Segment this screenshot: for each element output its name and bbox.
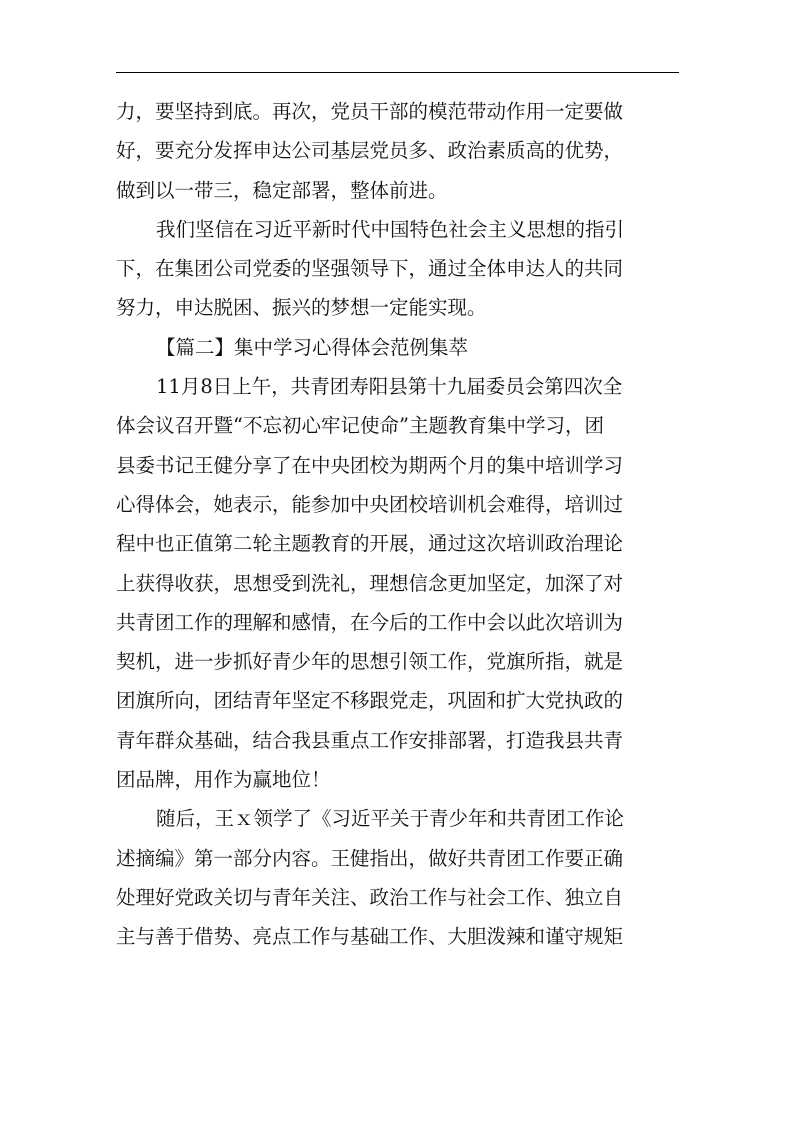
paragraph-start-line: 11月8日上午，共青团寿阳县第十九届委员会第四次全 (156, 375, 623, 399)
text-line: 心得体会，她表示，能参加中央团校培训机会难得，培训过 (116, 492, 624, 516)
text-line: 共青团工作的理解和感情，在今后的工作中会以此次培训为 (116, 610, 624, 634)
text-line: 好，要充分发挥申达公司基层党员多、政治素质高的优势， (116, 139, 624, 163)
paragraph-start-line: 我们坚信在习近平新时代中国特色社会主义思想的指引 (156, 217, 625, 241)
text-line: 团品牌，用作为赢地位！ (116, 768, 331, 792)
text-line: 力，要坚持到底。再次，党员干部的模范带动作用一定要做 (116, 100, 624, 123)
document-body (116, 92, 681, 957)
text-line: 县委书记王健分享了在中央团校为期两个月的集中培训学习 (116, 453, 624, 477)
paragraph-start-line: 随后，王ｘ领学了《习近平关于青少年和共青团工作论 (156, 807, 625, 831)
text-line: 处理好党政关切与青年关注、政治工作与社会工作、独立自 (116, 885, 624, 909)
text-line: 做到以一带三，稳定部署，整体前进。 (116, 178, 448, 202)
text-line: 契机，进一步抓好青少年的思想引领工作，党旗所指，就是 (116, 650, 624, 674)
text-line: 青年群众基础，结合我县重点工作安排部署，打造我县共青 (116, 728, 624, 752)
text-line: 下，在集团公司党委的坚强领导下，通过全体申达人的共同 (116, 257, 624, 281)
text-line: 程中也正值第二轮主题教育的开展，通过这次培训政治理论 (116, 532, 624, 556)
text-line: 团旗所向，团结青年坚定不移跟党走，巩固和扩大党执政的 (116, 689, 624, 713)
section-heading: 【篇二】集中学习心得体会范例集萃 (156, 335, 469, 359)
text-line: 述摘编》第一部分内容。王健指出，做好共青团工作要正确 (116, 846, 624, 870)
text-line: 上获得收获，思想受到洗礼，理想信念更加坚定，加深了对 (116, 571, 624, 595)
text-line: 努力，申达脱困、振兴的梦想一定能实现。 (116, 296, 487, 320)
text-line: 体会议召开暨“不忘初心牢记使命”主题教育集中学习，团 (116, 414, 604, 438)
header-rule (116, 72, 679, 73)
text-line: 主与善于借势、亮点工作与基础工作、大胆泼辣和谨守规矩 (116, 925, 624, 949)
